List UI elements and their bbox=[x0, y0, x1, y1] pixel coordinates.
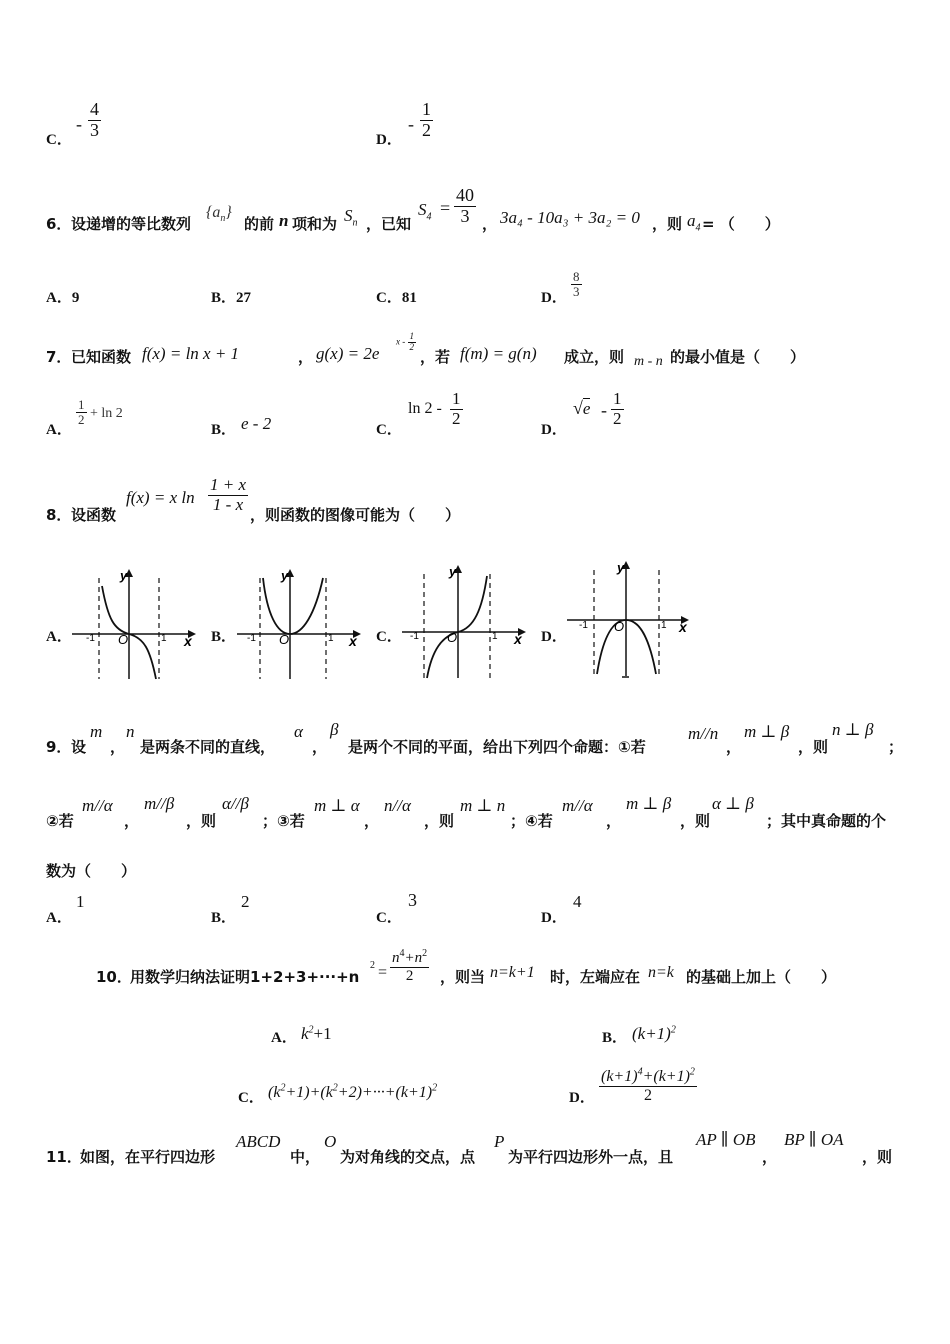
stem-text: 项和为 bbox=[292, 215, 338, 233]
origin-label: O bbox=[118, 632, 129, 647]
neg-tick: -1 bbox=[86, 633, 95, 644]
math-n: n bbox=[126, 722, 135, 741]
fraction: $\frac{4}{3}$ bbox=[90, 99, 99, 140]
graph-b[interactable] bbox=[237, 564, 367, 682]
stem-text: 用数学归纳法证明1+2+3+···+n bbox=[130, 968, 360, 986]
stem-text: ，则 bbox=[652, 215, 683, 233]
stem-text: 是两个不同的平面，给出下列四个命题：①若 bbox=[348, 738, 646, 756]
stem-text: 设递增的等比数列 bbox=[71, 215, 192, 233]
q6-option-a[interactable]: A．9 bbox=[46, 290, 80, 306]
equals: = bbox=[440, 198, 451, 218]
origin-label: O bbox=[447, 630, 458, 645]
graph-d[interactable] bbox=[567, 556, 697, 682]
comma: ， bbox=[364, 812, 380, 830]
semicolon: ； bbox=[888, 738, 904, 756]
stem-text: ，则函数的图像可能为（ ） bbox=[250, 506, 461, 524]
sign: - bbox=[76, 114, 82, 134]
sqrt: √e bbox=[573, 398, 591, 418]
sign: - bbox=[408, 114, 414, 134]
condition-ap-ob: AP ∥ OB bbox=[696, 1130, 756, 1149]
g-exponent: x - $\frac{1}{2}$ bbox=[396, 331, 414, 352]
stem-text: 的前 bbox=[244, 215, 275, 233]
fraction: $\frac{1}{2}$ bbox=[452, 389, 461, 428]
q8-option-c[interactable]: C． bbox=[376, 629, 402, 645]
condition-bp-oa: BP ∥ OA bbox=[784, 1130, 844, 1149]
pos-tick: 1 bbox=[661, 620, 667, 631]
proposition-1-cond-b: m ⊥ β bbox=[744, 722, 790, 741]
stem-text: 设函数 bbox=[71, 506, 117, 524]
q8-option-d[interactable]: D． bbox=[541, 629, 567, 645]
stem-text: 为对角线的交点，点 bbox=[340, 1148, 476, 1166]
math-m: m bbox=[90, 722, 103, 741]
parallelogram-name: ABCD bbox=[236, 1132, 281, 1151]
stem-text: 为平行四边形外一点，且 bbox=[508, 1148, 674, 1166]
stem-text: 的基础上加上（ ） bbox=[686, 968, 837, 986]
question-number: 10． bbox=[96, 968, 132, 986]
proposition-4-conclusion: α ⊥ β bbox=[712, 794, 754, 813]
pos-tick: 1 bbox=[328, 633, 334, 644]
graph-a[interactable] bbox=[72, 564, 202, 682]
stem-text: 是两条不同的直线， bbox=[140, 738, 276, 756]
y-label: y bbox=[281, 568, 289, 583]
fraction: $\frac{n^4+n^2}{2}$ bbox=[392, 948, 428, 984]
comma: ， bbox=[606, 812, 622, 830]
x-label: x bbox=[349, 633, 357, 649]
stem-text: ；④若 bbox=[510, 812, 553, 830]
question-9-line-3: 数为（ ） bbox=[46, 862, 137, 880]
stem-text: 中， bbox=[290, 1148, 321, 1166]
comma: ， bbox=[726, 738, 742, 756]
proposition-2-cond-b: m//β bbox=[144, 794, 175, 813]
option-label: A． bbox=[46, 422, 72, 438]
pos-tick: 1 bbox=[492, 631, 498, 642]
point-o: O bbox=[324, 1132, 337, 1151]
q6-option-c[interactable]: C．81 bbox=[376, 290, 417, 306]
fraction: $\frac{1}{2}$ bbox=[422, 99, 431, 140]
proposition-1-cond-a: m//n bbox=[688, 724, 719, 743]
f-definition: f(x) = ln x + 1 bbox=[142, 344, 240, 363]
fraction-40-3: $\frac{40}{3}$ bbox=[456, 185, 474, 226]
proposition-3-cond-a: m ⊥ α bbox=[314, 796, 360, 815]
condition: n=k+1 bbox=[490, 964, 535, 981]
neg-tick: -1 bbox=[410, 631, 419, 642]
x-label: x bbox=[679, 619, 687, 635]
expression: + ln 2 bbox=[90, 406, 123, 421]
option-label: D． bbox=[541, 290, 567, 306]
condition: n=k bbox=[648, 964, 674, 981]
g-definition: g(x) = 2e bbox=[316, 344, 380, 363]
proposition-3-cond-b: n//α bbox=[384, 796, 411, 815]
option-label: C． bbox=[376, 422, 402, 438]
sequence-symbol: $\{a_n\}$ bbox=[206, 204, 232, 225]
fraction: $\frac{1}{2}$ bbox=[78, 397, 85, 428]
stem-text: 的最小值是（ ） bbox=[670, 348, 806, 366]
expression: ln 2 - bbox=[408, 400, 442, 417]
comma: ， bbox=[124, 812, 140, 830]
stem-text: ，则 bbox=[186, 812, 217, 830]
equation: 3a₄ - 10a₃ + 3a₂ = 0 bbox=[500, 208, 640, 227]
stem-text: ，则 bbox=[798, 738, 829, 756]
fraction: $\frac{1 + x}{1 - x}$ bbox=[210, 475, 247, 514]
proposition-3-conclusion: m ⊥ n bbox=[460, 796, 506, 815]
question-number: 7． bbox=[46, 348, 72, 366]
pos-tick: 1 bbox=[161, 633, 167, 644]
question-number: 8． bbox=[46, 506, 72, 524]
curve bbox=[263, 578, 323, 634]
sign: - bbox=[601, 400, 607, 420]
proposition-2-conclusion: α//β bbox=[222, 794, 249, 813]
q8-option-a[interactable]: A． bbox=[46, 629, 72, 645]
option-label: D． bbox=[376, 132, 402, 148]
point-p: P bbox=[494, 1132, 505, 1151]
answer-blank: = （ ） bbox=[702, 215, 780, 233]
question-number: 6． bbox=[46, 215, 72, 233]
math-alpha: α bbox=[294, 722, 303, 741]
comma: ， bbox=[110, 738, 126, 756]
origin-label: O bbox=[279, 632, 290, 647]
math-beta: β bbox=[330, 720, 339, 739]
stem-text: ，已知 bbox=[366, 215, 412, 233]
stem-text: ，若 bbox=[420, 348, 451, 366]
stem-text: 设 bbox=[71, 738, 87, 756]
fraction: $\frac{8}{3}$ bbox=[573, 269, 580, 300]
variable-n: n bbox=[279, 211, 289, 230]
stem-text: ，则 bbox=[424, 812, 455, 830]
stem-text: ②若 bbox=[46, 812, 74, 830]
y-label: y bbox=[120, 568, 128, 583]
stem-text: 成立，则 bbox=[564, 348, 625, 366]
graph-c[interactable] bbox=[402, 560, 532, 682]
proposition-2-cond-a: m//α bbox=[82, 796, 113, 815]
proposition-1-conclusion: n ⊥ β bbox=[832, 720, 874, 739]
question-number: 9． bbox=[46, 738, 72, 756]
y-label: y bbox=[617, 560, 625, 575]
question-number: 11． bbox=[46, 1148, 82, 1166]
comma: ， bbox=[482, 215, 498, 233]
f-definition: f(x) = x ln bbox=[126, 488, 195, 507]
condition: f(m) = g(n) bbox=[460, 344, 537, 363]
a4-symbol: $a_4$ bbox=[687, 211, 701, 234]
stem-text: 如图，在平行四边形 bbox=[80, 1148, 216, 1166]
sum-symbol: $S_n$ bbox=[344, 206, 358, 229]
stem-text: ，则 bbox=[680, 812, 711, 830]
expression: e - 2 bbox=[241, 414, 272, 433]
comma: ， bbox=[298, 348, 314, 366]
x-label: x bbox=[514, 631, 522, 647]
origin-label: O bbox=[614, 619, 625, 634]
difference: m - n bbox=[634, 354, 663, 369]
stem-text: ，则当 bbox=[440, 968, 486, 986]
fraction: $\frac{1}{2}$ bbox=[613, 389, 622, 428]
option-label: B． bbox=[211, 422, 237, 438]
curve bbox=[427, 576, 487, 678]
stem-text: 已知函数 bbox=[71, 348, 132, 366]
neg-tick: -1 bbox=[579, 620, 588, 631]
option-label: C． bbox=[46, 132, 72, 148]
neg-tick: -1 bbox=[247, 633, 256, 644]
q8-option-b[interactable]: B． bbox=[211, 629, 237, 645]
option-label: D． bbox=[541, 422, 567, 438]
x-label: x bbox=[184, 633, 192, 649]
proposition-4-cond-a: m//α bbox=[562, 796, 593, 815]
s4-symbol: $S_4$ bbox=[418, 200, 432, 223]
equals: = bbox=[378, 964, 388, 981]
stem-text: 时，左端应在 bbox=[550, 968, 641, 986]
comma: ， bbox=[312, 738, 328, 756]
y-label: y bbox=[449, 564, 457, 579]
proposition-4-cond-b: m ⊥ β bbox=[626, 794, 672, 813]
stem-text: ，则 bbox=[862, 1148, 893, 1166]
q6-option-b[interactable]: B．27 bbox=[211, 290, 252, 306]
stem-text: ；其中真命题的个 bbox=[766, 812, 887, 830]
stem-text: ；③若 bbox=[262, 812, 305, 830]
comma: ， bbox=[762, 1148, 778, 1166]
